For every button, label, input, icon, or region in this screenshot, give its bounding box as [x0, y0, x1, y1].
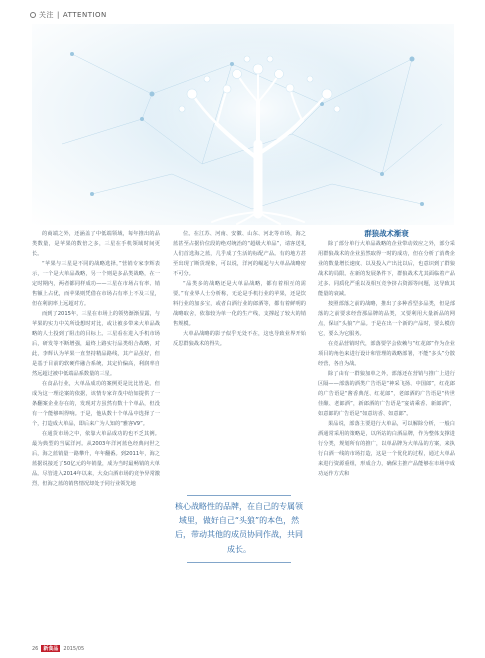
- tree-network-illustration: [32, 24, 454, 225]
- article-column-1: [32, 229, 160, 489]
- paragraph: 在食品行业，大单品成功的案例更是比比皆是。但成为这一理论案的依据，该情专家许茂中给如提供了一条翻案企业存在的，发现对方虽然有数十个单品，但没有一个能够叫得响。于是，他从数十个单品中选择了一个，打造成大单品，即后来广为人知的“雅客V9”。: [32, 381, 160, 427]
- section-label: 关注: [39, 11, 54, 19]
- paragraph: 位。在江苏、河南、安徽、山东、河北等市场，海之蓝甚至占据价位段的绝对统治的“超级大单品”，请客送礼人们首选海之蓝，几乎成了生活的标配产品。有的地方甚至出现了断货现象，可以说，洋河的崛起与大单品战略密不可分。: [173, 231, 306, 277]
- pull-quote: [174, 495, 304, 563]
- header-separator: |: [57, 11, 60, 19]
- pull-quote-text: 核心战略性的品牌，在自己的专属领域里，做好自己“头狼”的本色，然后，带动其他的成员协同作战，共同成长。: [175, 502, 303, 554]
- bullet-icon: [30, 12, 36, 18]
- paragraph: 按照部落之前的战略，推出了多种香型多品类，但是部落的之前要求经营那品牌的品类，又要利用大量新品的网点，保证“头狼”产品。于是在出一个新的产品时，要么模仿它，要么为它服务。: [318, 301, 455, 337]
- hero-illustration: [32, 24, 454, 225]
- paragraph: 的商端之外，还涵盖了中低端领域，每年推出的品类数量，是苹果的数倍之多，三星在手机领域时间更长。: [32, 231, 160, 257]
- paragraph: 除了部分单行大单品战略的企业带动效应之外，部分采用群狼战术的企业虽然取得一时的成功，但在分析了消费企业的数量增长速度、以及投入产出比以后，也意识到了群狼战术的局限。在新的发展条件下，群狼战术尤其面临着产品过多、同质化严重以及相互竞争挤占资源等问题，这导致其能量的衰减。: [318, 241, 455, 297]
- quote-rule-bottom: [187, 562, 291, 563]
- quote-rule-top: [187, 495, 291, 496]
- article-column-2: [173, 229, 306, 349]
- paragraph: 在竞品营销时代，部落要学会依赖与“红花郎”作为企业项目的角色来进行设计和管理的战略部署，不能“多头”分散经营，各自为战。: [318, 341, 455, 367]
- paragraph: 而到了2015年，三星在市场上的领势渐渐显露，与苹果的实力中关所设想时对比，或让被多带来大单品战略的人士投到了阻击的目标上。三星看在进入手机市场后，研发等不断增强，最终上路实行品类组合战略，对此，李辉认为苹果一直坚持精品路线，其产品虽好，但是基于目前的软硬件融合系统，其定价偏高，利润率自然远超过被中低端品系数量的三星。: [32, 311, 160, 377]
- section-header: [30, 9, 107, 21]
- page-number: 26: [32, 645, 39, 652]
- paragraph: 除了由有一群狼加单之外，部落还在营销与推广上进行区隔——部落的酒类广告语是“神采飞扬、中国郎”，红花郎的广告语是“酱香典范、红花郎”，老郎酒的广告语是“传世佳酿、老郎酒”，新郎酒的广告语是“宴请乘香、新郎酒”，如意郎的广告语是“如意坊香、如意郎”。: [318, 371, 455, 417]
- section-label-en: ATTENTION: [62, 11, 107, 19]
- section-heading: 群狼战术渐衰: [364, 229, 409, 238]
- paragraph: 在通货市场之中，依靠大单品成功的也不乏其例。最为典型的当属洋河。从2003年洋河蓝色经典问世之后，海之蓝销量一路攀升，年年翻番。到2011年，海之蓝据说接近了50亿元的年销量，成为当时最畅销的大单品。尽管进入2014年以来，大众白酒市场的竞争异常激烈，但海之蓝的销售情况却处于同行业领先地: [32, 431, 160, 487]
- issue-label: 2015/05: [63, 645, 85, 652]
- page-footer: [32, 645, 84, 652]
- magazine-name: 新食品: [43, 646, 59, 652]
- paragraph: 果品说，部落主要进行大单品，可以解除分析，一般白酒通常采用的策略是，以所站的白酒品牌，作为整体支撑进行分类，规划所有的推广，以单品牌为大单品的方案，来执行白酒一线的市场打造，这是一个优化的过程，通过大单品来进行资源重组，形成合力，确保主推产品能够在市场中成功运作方式和: [318, 421, 455, 477]
- paragraph: 大单品战略的影子似乎无处不在，这也导致业界开始反思群狼战术的得失。: [173, 331, 306, 347]
- paragraph: “品类多的战略还是大单品战略，都有着相互的需要。”有业界人士分析称，无论是手机行业的苹果，还是饮料行业的加多宝，或者白酒行业的郎酒等，都有着鲜明的战略取舍，依靠较为单一化的生产线，支撑起了较大的销售规模。: [173, 281, 306, 327]
- paragraph: “苹果与三星是不同的战略选择，”营销专家李辉表示，一个是大单品战略，另一个则是多品类战略，在一定时期内，两者都同样成功——三星在市场占有率、销售额上占优，而苹果则凭借在市场占有率上不及三星，但在利润率上远超对方。: [32, 261, 160, 307]
- article-column-3: [318, 229, 455, 479]
